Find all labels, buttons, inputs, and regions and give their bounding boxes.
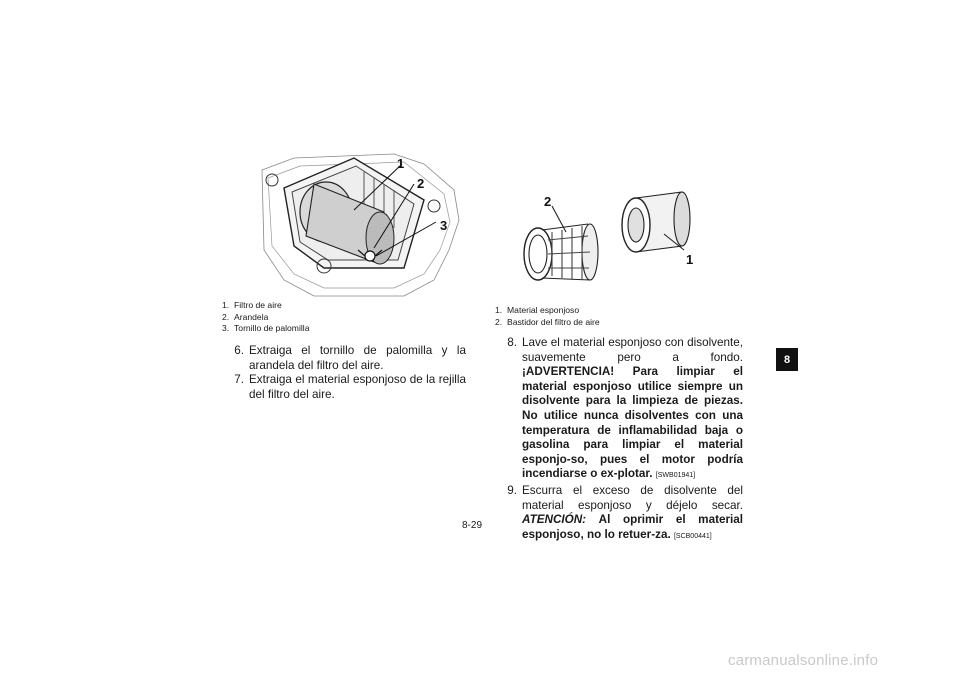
warning-text: Para limpiar el material esponjoso utilice siempre un disolvente para la limpieza de piezas. No utilice nunca disolventes con una temperatura de inflamabilidad baja o gasolina para limpiar el material esponjo-so, pues el motor podría incendiarse o ex-plotar.: [522, 365, 743, 481]
warning-label: ¡ADVERTENCIA!: [522, 365, 615, 379]
caution-label: ATENCIÓN:: [522, 513, 587, 527]
page-number: 8-29: [462, 520, 483, 531]
chapter-tab: 8: [776, 348, 798, 371]
figure1-callout-2: 2: [417, 176, 425, 191]
caption-item: 3. Tornillo de palomilla: [222, 323, 310, 333]
step-6: 6. Extraiga el tornillo de palomilla y la arandela del filtro del aire.: [234, 344, 466, 372]
step-8: 8. Lave el material esponjoso con disolvente, suavemente pero a fondo. ¡ADVERTENCIA! Para limpiar el material esponjoso utilice siempre un disolvente para la limpieza de piezas. No utilice nunca disolventes con una temperatura de inflamabilidad baja o gasolina para limpiar el material esponjo-so, pues el motor podría incendiarse o ex-plotar. [SWB01941]: [507, 336, 743, 481]
caution-text: Al oprimir el material esponjoso, no lo retuer-za.: [522, 513, 744, 541]
step-9: 9. Escurra el exceso de disolvente del material esponjoso y déjelo secar. ATENCIÓN: Al oprimir el material esponjoso, no lo retuer-za. [SCB00441]: [507, 483, 744, 541]
figure2-callout-2: 2: [544, 194, 552, 209]
figure1-caption-list: [222, 300, 309, 335]
caption-item: 2. Arandela: [222, 311, 269, 322]
figure1-callout-1: 1: [397, 156, 405, 171]
watermark: carmanualsonline.info: [728, 652, 879, 669]
right-steps: [495, 336, 743, 544]
air-filter-housing-illustration: [254, 150, 464, 300]
left-steps: [222, 344, 466, 402]
caption-item: 1. Filtro de aire: [222, 300, 282, 310]
figure1-callout-3: 3: [440, 218, 448, 233]
figure2-callout-1: 1: [686, 252, 694, 267]
caption-item: 1. Material esponjoso: [495, 305, 580, 315]
warning-code: [SWB01941]: [655, 472, 696, 480]
caption-item: 2. Bastidor del filtro de aire: [495, 316, 600, 327]
caution-code: [SCB00441]: [673, 532, 712, 540]
step-7: 7. Extraiga el material esponjoso de la rejilla del filtro del aire.: [234, 373, 466, 401]
sponge-element-illustration: [512, 184, 712, 294]
figure2-caption-list: [495, 305, 600, 328]
